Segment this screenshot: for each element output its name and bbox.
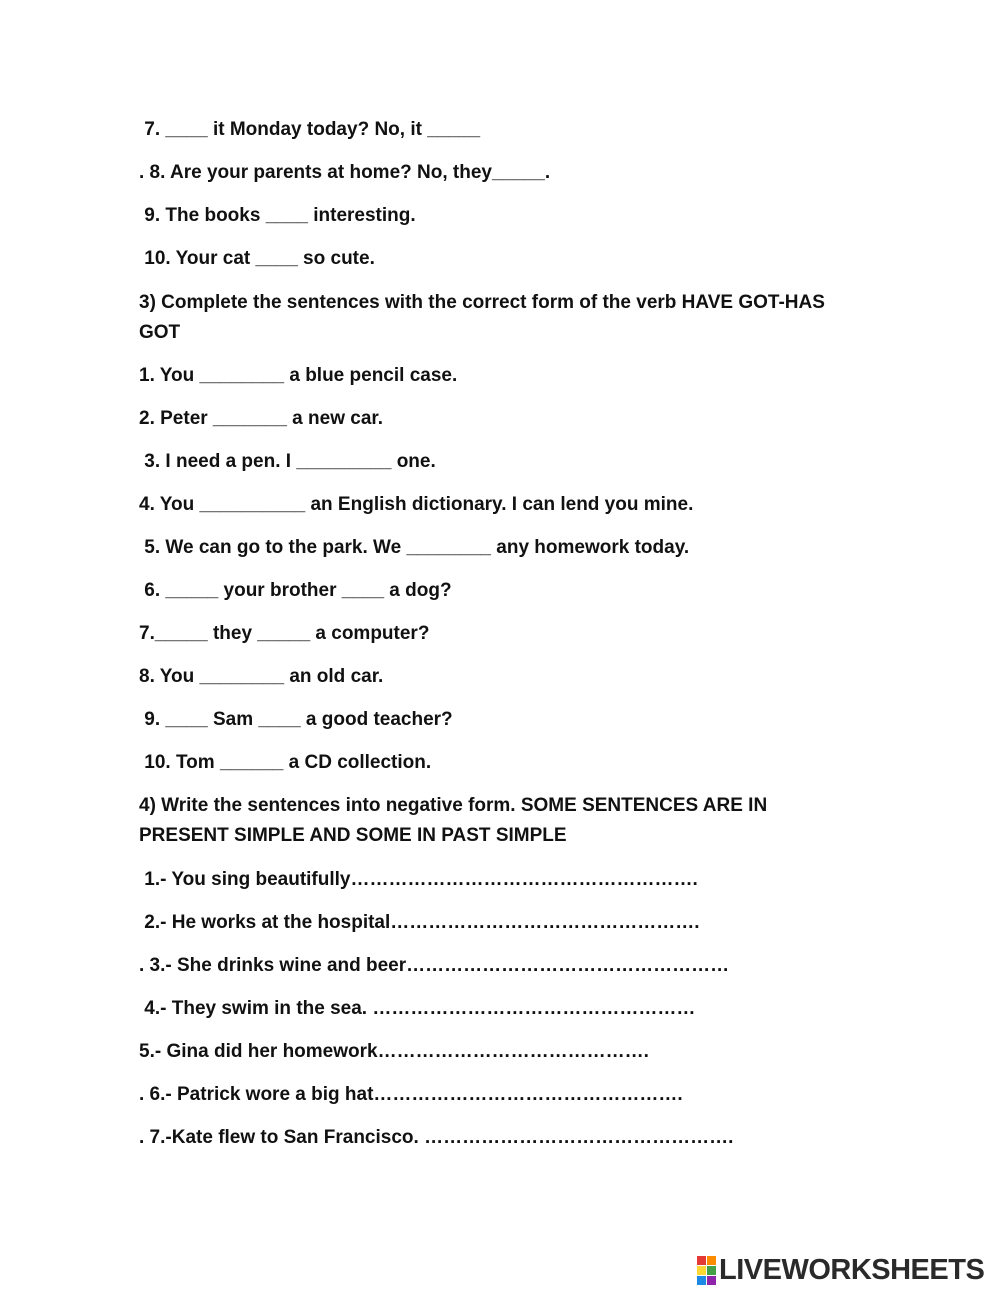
worksheet-line: 8. You ________ an old car. [139,666,384,687]
worksheet-line: 2. Peter _______ a new car. [139,408,384,429]
worksheet-line: 6. _____ your brother ____ a dog? [139,580,452,601]
logo-mark-icon [697,1256,716,1285]
liveworksheets-logo [697,1254,984,1286]
worksheet-line: 7._____ they _____ a computer? [139,623,430,644]
worksheet-line: . 7.-Kate flew to San Francisco. …………………………………………. [139,1127,734,1148]
worksheet-line: 1.- You sing beautifully………………………………………………. [139,869,698,890]
worksheet-line: 3. I need a pen. I _________ one. [139,451,436,472]
worksheet-line: 10. Tom ______ a CD collection. [139,752,432,773]
worksheet-line: 4. You __________ an English dictionary. I can lend you mine. [139,494,694,515]
logo-square [697,1276,706,1285]
worksheet-line: 10. Your cat ____ so cute. [139,248,375,269]
section-3-heading-cont: GOT [139,322,181,343]
logo-square [707,1276,716,1285]
worksheet-line: . 8. Are your parents at home? No, they_____. [139,162,551,183]
section-3-heading: 3) Complete the sentences with the correct form of the verb HAVE GOT-HAS [139,292,825,313]
logo-square [707,1256,716,1265]
worksheet-line: 9. The books ____ interesting. [139,205,416,226]
worksheet-line: . 3.- She drinks wine and beer…………………………………………… [139,955,730,976]
section-4-heading-cont: PRESENT SIMPLE AND SOME IN PAST SIMPLE [139,825,567,846]
logo-square [707,1266,716,1275]
logo-square [697,1256,706,1265]
logo-text: LIVEWORKSHEETS [719,1253,985,1286]
worksheet-line: . 6.- Patrick wore a big hat…………………………………………. [139,1084,683,1105]
worksheet-line: 5. We can go to the park. We ________ any homework today. [139,537,690,558]
worksheet-line: 5.- Gina did her homework……………………………………. [139,1041,649,1062]
worksheet-line: 7. ____ it Monday today? No, it _____ [139,119,481,140]
worksheet-line: 4.- They swim in the sea. …………………………………………… [139,998,696,1019]
logo-square [697,1266,706,1275]
worksheet-line: 9. ____ Sam ____ a good teacher? [139,709,453,730]
worksheet-line: 2.- He works at the hospital…………………………………………. [139,912,700,933]
section-4-heading: 4) Write the sentences into negative form. SOME SENTENCES ARE IN [139,795,768,816]
worksheet-line: 1. You ________ a blue pencil case. [139,365,458,386]
